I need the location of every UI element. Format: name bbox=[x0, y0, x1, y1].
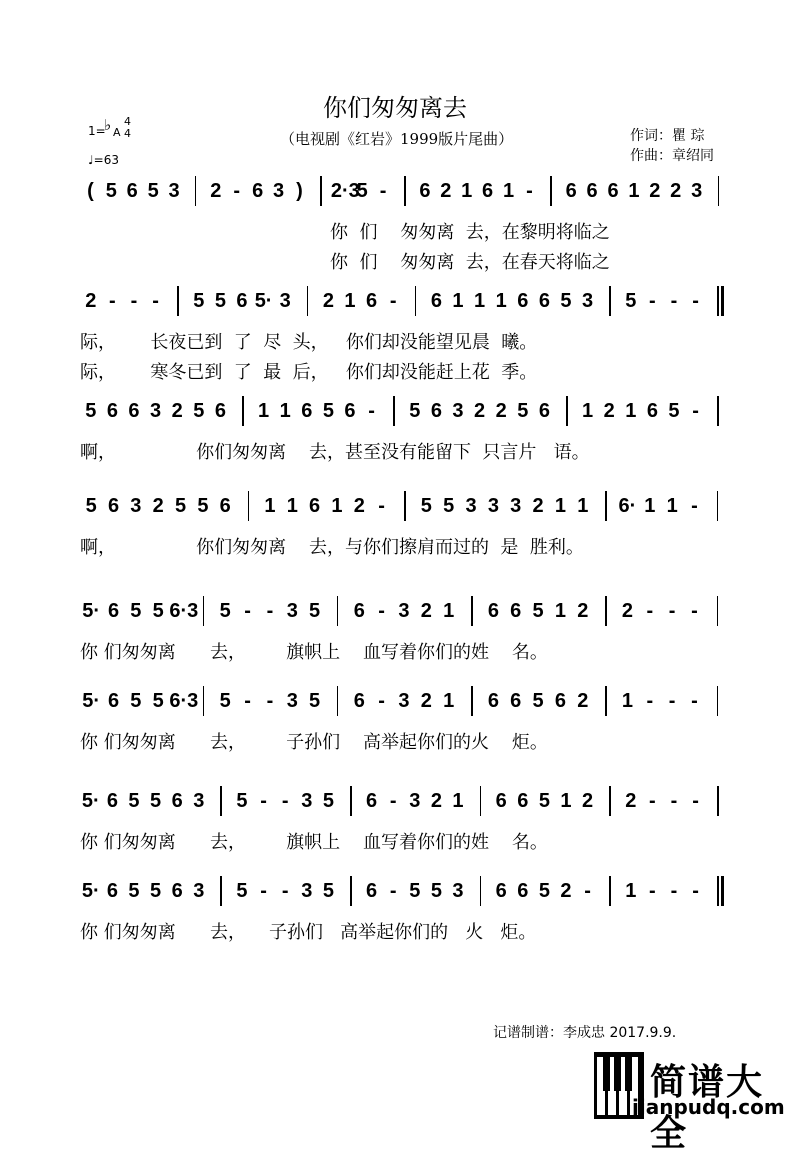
note: - bbox=[233, 180, 241, 202]
barline bbox=[203, 596, 205, 626]
note: 1 bbox=[621, 690, 633, 712]
note: 3 bbox=[301, 790, 313, 812]
note: 3 bbox=[168, 180, 180, 202]
note: 2 bbox=[582, 790, 594, 812]
key-signature: 1= bbox=[88, 124, 106, 138]
note: - bbox=[379, 180, 387, 202]
time-bottom: 4 bbox=[124, 127, 131, 140]
note: 6 bbox=[495, 790, 507, 812]
note: - bbox=[649, 290, 656, 312]
note: 6 bbox=[510, 600, 522, 622]
note: - bbox=[692, 880, 699, 902]
note: 5 bbox=[85, 400, 97, 422]
note: 5 bbox=[150, 880, 162, 902]
note: 2 bbox=[577, 600, 589, 622]
note: 1 bbox=[582, 400, 594, 422]
note: - bbox=[526, 180, 533, 202]
note: 1 bbox=[331, 495, 343, 517]
note: - bbox=[691, 690, 698, 712]
note: 2 bbox=[353, 495, 365, 517]
note: - bbox=[646, 690, 654, 712]
note: 1 bbox=[502, 180, 515, 202]
note: 3 bbox=[409, 790, 421, 812]
page-title: 你们匆匆离去 bbox=[323, 94, 467, 122]
barline bbox=[307, 286, 309, 316]
note: 6 bbox=[236, 290, 248, 312]
note: 6 bbox=[309, 495, 321, 517]
note: 6 bbox=[517, 880, 529, 902]
note: 1 bbox=[452, 790, 464, 812]
note: 5 bbox=[236, 790, 248, 812]
barline bbox=[248, 491, 250, 521]
note: 1 bbox=[554, 600, 566, 622]
note: 5 bbox=[560, 290, 572, 312]
note: 3 bbox=[452, 400, 464, 422]
note: - bbox=[646, 600, 654, 622]
note: 6 bbox=[171, 880, 183, 902]
note: 5 bbox=[322, 790, 334, 812]
note: 5 bbox=[322, 880, 334, 902]
note: - bbox=[584, 880, 591, 902]
note: 3 bbox=[301, 880, 313, 902]
note: 3 bbox=[691, 180, 703, 202]
note: 5 bbox=[309, 690, 321, 712]
barline bbox=[717, 396, 719, 426]
note: 1 bbox=[264, 495, 276, 517]
note: 5 bbox=[193, 290, 205, 312]
barline bbox=[350, 876, 352, 906]
note: 6 bbox=[565, 180, 577, 202]
note: - bbox=[668, 690, 676, 712]
note: 6·3 bbox=[169, 690, 199, 712]
note: 3 bbox=[273, 180, 285, 202]
note: 1 bbox=[452, 290, 464, 312]
note: 2 bbox=[532, 495, 544, 517]
note: 5 bbox=[128, 790, 140, 812]
lyric-line: 啊， 你们匆匆离 去，与你们擦肩而过的 是 胜利。 bbox=[80, 537, 584, 558]
note: 6 bbox=[538, 290, 550, 312]
note: - bbox=[368, 400, 375, 422]
note: 6 bbox=[214, 400, 226, 422]
barline bbox=[337, 686, 339, 716]
barline bbox=[609, 286, 611, 316]
note: 6 bbox=[495, 880, 507, 902]
lyric-line: 际， 寒冬已到 了 最 后， 你们却没能赶上花 季。 bbox=[80, 362, 538, 383]
note: 6 bbox=[517, 290, 529, 312]
note: 3 bbox=[193, 880, 205, 902]
note: 5 bbox=[409, 880, 421, 902]
note: 2 bbox=[474, 400, 486, 422]
note: - bbox=[378, 495, 385, 517]
note: 6 bbox=[607, 180, 619, 202]
note: 3 bbox=[130, 495, 142, 517]
barline bbox=[718, 176, 720, 206]
time-top: 4 bbox=[124, 115, 131, 128]
note: - bbox=[649, 880, 656, 902]
note: 6 bbox=[126, 180, 138, 202]
note: 5· bbox=[82, 690, 101, 712]
note: 2 bbox=[430, 790, 442, 812]
note: 1 bbox=[625, 880, 637, 902]
note: - bbox=[691, 495, 698, 517]
note: 5 bbox=[322, 400, 334, 422]
note: 6 bbox=[366, 880, 378, 902]
barline bbox=[721, 876, 724, 906]
note: 5 bbox=[668, 400, 680, 422]
note: 5 bbox=[409, 400, 421, 422]
key-flat: ♭ bbox=[104, 116, 112, 134]
note: 3 bbox=[286, 690, 298, 712]
note: - bbox=[692, 790, 699, 812]
note: 6 bbox=[107, 495, 120, 517]
note: 5 bbox=[517, 400, 529, 422]
note: 1 bbox=[461, 180, 473, 202]
barline bbox=[220, 876, 222, 906]
note: 5 bbox=[197, 495, 209, 517]
note: - bbox=[152, 290, 159, 312]
note: 5 bbox=[430, 880, 442, 902]
note: 1 bbox=[443, 690, 455, 712]
barline bbox=[220, 786, 222, 816]
lyricist: 作词：瞿 琮 bbox=[630, 128, 705, 144]
note: 1 bbox=[560, 790, 572, 812]
note: 5· bbox=[254, 290, 273, 312]
note: - bbox=[389, 290, 397, 312]
note: 5 bbox=[532, 690, 544, 712]
barline bbox=[717, 491, 719, 521]
barline bbox=[471, 686, 473, 716]
note: 2·3 bbox=[330, 180, 360, 202]
note: 1 bbox=[644, 495, 656, 517]
note: - bbox=[281, 880, 289, 902]
note: 6 bbox=[419, 180, 431, 202]
note: 3 bbox=[193, 790, 205, 812]
note: 6 bbox=[482, 180, 494, 202]
note: 1 bbox=[344, 290, 356, 312]
note: 2 bbox=[420, 600, 432, 622]
note: 3 bbox=[286, 600, 298, 622]
note: ( bbox=[87, 180, 94, 202]
note: 2 bbox=[577, 690, 589, 712]
note: 2 bbox=[210, 180, 222, 202]
lyric-line: 啊， 你们匆匆离 去，甚至没有能留下 只言片 语。 bbox=[80, 442, 590, 463]
subtitle: （电视剧《红岩》1999版片尾曲） bbox=[280, 130, 514, 148]
note: 6 bbox=[430, 400, 442, 422]
note: 6 bbox=[128, 400, 140, 422]
barline bbox=[337, 596, 339, 626]
note: 2 bbox=[621, 600, 633, 622]
barline bbox=[717, 286, 719, 316]
note: 5 bbox=[130, 600, 142, 622]
note: 3 bbox=[465, 495, 477, 517]
barline bbox=[605, 686, 607, 716]
note: 6 bbox=[107, 600, 120, 622]
lyric-line: 你 们 匆匆离 去，在黎明将临之 bbox=[330, 222, 610, 243]
note: 2 bbox=[649, 180, 661, 202]
note: 6 bbox=[106, 790, 118, 812]
note: 5 bbox=[174, 495, 187, 517]
note: 6 bbox=[353, 690, 365, 712]
note: 1 bbox=[443, 600, 455, 622]
note: - bbox=[668, 600, 676, 622]
barline bbox=[195, 176, 197, 206]
note: 5 bbox=[532, 600, 544, 622]
note: 2 bbox=[670, 180, 682, 202]
lyric-line: 你 们匆匆离 去， 子孙们 高举起你们的 火 炬。 bbox=[80, 922, 537, 943]
note: 3 bbox=[452, 880, 464, 902]
note: 6 bbox=[106, 880, 118, 902]
composer: 作曲：章绍同 bbox=[630, 148, 714, 164]
note: ) bbox=[296, 180, 303, 202]
barline bbox=[550, 176, 552, 206]
note: 5 bbox=[152, 600, 164, 622]
note: - bbox=[109, 290, 116, 312]
lyric-line: 际， 长夜已到 了 尽 头， 你们却没能望见晨 曦。 bbox=[80, 332, 538, 353]
note: - bbox=[389, 880, 397, 902]
lyric-line: 你 们 匆匆离 去，在春天将临之 bbox=[330, 252, 610, 273]
note: 5 bbox=[219, 600, 231, 622]
note: 6· bbox=[618, 495, 637, 517]
note: - bbox=[692, 290, 699, 312]
barline bbox=[350, 786, 352, 816]
note: 5 bbox=[130, 690, 142, 712]
barline bbox=[415, 286, 417, 316]
note: 1 bbox=[474, 290, 486, 312]
note: 6 bbox=[646, 400, 658, 422]
barline bbox=[605, 596, 607, 626]
note: - bbox=[670, 290, 678, 312]
note: 1 bbox=[628, 180, 640, 202]
note: 6 bbox=[171, 790, 183, 812]
note: 5 bbox=[443, 495, 455, 517]
barline bbox=[717, 876, 719, 906]
note: - bbox=[260, 880, 267, 902]
key-letter: A bbox=[113, 126, 121, 139]
note: 3 bbox=[398, 690, 410, 712]
note: 5 bbox=[420, 495, 432, 517]
note: 3 bbox=[510, 495, 522, 517]
note: 5 bbox=[85, 495, 97, 517]
logo-text: 简谱大全 bbox=[650, 1062, 765, 1154]
note: 6 bbox=[252, 180, 264, 202]
note: 5 bbox=[214, 290, 226, 312]
note: 2 bbox=[603, 400, 615, 422]
note: 2 bbox=[440, 180, 452, 202]
note: 5 bbox=[538, 880, 550, 902]
note: 5 bbox=[356, 180, 368, 202]
note: - bbox=[378, 600, 385, 622]
barline bbox=[393, 396, 395, 426]
barline bbox=[717, 686, 719, 716]
note: - bbox=[244, 690, 251, 712]
barline bbox=[404, 491, 406, 521]
note: 6 bbox=[517, 790, 529, 812]
barline bbox=[480, 786, 482, 816]
note: 2 bbox=[625, 790, 637, 812]
note: - bbox=[378, 690, 385, 712]
note: 1 bbox=[279, 400, 291, 422]
note: - bbox=[691, 600, 698, 622]
note: 6 bbox=[353, 600, 365, 622]
note: 1 bbox=[258, 400, 270, 422]
barline bbox=[242, 396, 244, 426]
note: - bbox=[281, 790, 289, 812]
note: 6 bbox=[510, 690, 522, 712]
note: 3 bbox=[398, 600, 410, 622]
barline bbox=[717, 596, 719, 626]
note: 1 bbox=[554, 495, 566, 517]
note: - bbox=[692, 400, 699, 422]
note: - bbox=[389, 790, 397, 812]
note: - bbox=[649, 790, 656, 812]
barline bbox=[609, 786, 611, 816]
note: 2 bbox=[560, 880, 572, 902]
note: 6 bbox=[366, 790, 378, 812]
note: 5 bbox=[236, 880, 248, 902]
note: 2 bbox=[152, 495, 164, 517]
note: 6 bbox=[554, 690, 566, 712]
barline bbox=[717, 786, 719, 816]
barline bbox=[404, 176, 406, 206]
barline bbox=[203, 686, 205, 716]
note: 5· bbox=[82, 600, 101, 622]
note: - bbox=[244, 600, 251, 622]
barline bbox=[177, 286, 179, 316]
note: 6·3 bbox=[169, 600, 199, 622]
note: 6 bbox=[107, 690, 120, 712]
note: - bbox=[266, 690, 274, 712]
note: 2 bbox=[171, 400, 183, 422]
note: 6 bbox=[219, 495, 231, 517]
note: 6 bbox=[487, 600, 499, 622]
note: - bbox=[670, 790, 678, 812]
barline bbox=[566, 396, 568, 426]
note: 1 bbox=[286, 495, 298, 517]
note: 3 bbox=[487, 495, 499, 517]
note: 3 bbox=[582, 290, 594, 312]
note: 5 bbox=[147, 180, 159, 202]
footer-credit: 记谱制谱：李成忠 2017.9.9. bbox=[493, 1025, 677, 1041]
lyric-line: 你 们匆匆离 去， 旗帜上 血写着你们的姓 名。 bbox=[80, 832, 548, 853]
barline bbox=[721, 286, 724, 316]
note: 6 bbox=[487, 690, 499, 712]
note: 5 bbox=[150, 790, 162, 812]
note: 6 bbox=[538, 400, 550, 422]
note: 1 bbox=[666, 495, 678, 517]
note: 6 bbox=[344, 400, 356, 422]
barline bbox=[609, 876, 611, 906]
note: 1 bbox=[495, 290, 507, 312]
lyric-line: 你 们匆匆离 去， 旗帜上 血写着你们的姓 名。 bbox=[80, 642, 548, 663]
barline bbox=[605, 491, 607, 521]
note: 2 bbox=[420, 690, 432, 712]
note: 1 bbox=[577, 495, 589, 517]
tempo-marking: ♩=63 bbox=[88, 153, 119, 167]
barline bbox=[471, 596, 473, 626]
note: 2 bbox=[322, 290, 334, 312]
note: - bbox=[260, 790, 267, 812]
note: 3 bbox=[150, 400, 162, 422]
note: 2 bbox=[85, 290, 97, 312]
note: - bbox=[670, 880, 678, 902]
note: 5 bbox=[309, 600, 321, 622]
note: 5 bbox=[128, 880, 140, 902]
lyric-line: 你 们匆匆离 去， 子孙们 高举起你们的火 炬。 bbox=[80, 732, 548, 753]
note: 5· bbox=[81, 880, 100, 902]
note: - bbox=[130, 290, 138, 312]
note: 1 bbox=[625, 400, 637, 422]
note: - bbox=[266, 600, 274, 622]
note: 6 bbox=[430, 290, 442, 312]
note: 5 bbox=[538, 790, 550, 812]
note: 3 bbox=[279, 290, 291, 312]
note: 6 bbox=[301, 400, 313, 422]
note: 5 bbox=[625, 290, 637, 312]
note: 2 bbox=[495, 400, 507, 422]
note: 6 bbox=[366, 290, 378, 312]
note: 6 bbox=[106, 400, 118, 422]
note: 5 bbox=[193, 400, 205, 422]
note: 5 bbox=[219, 690, 231, 712]
note: 5 bbox=[105, 180, 117, 202]
barline bbox=[320, 176, 322, 206]
note: 5 bbox=[152, 690, 164, 712]
note: 5· bbox=[81, 790, 100, 812]
logo-url: jianpudq.com bbox=[632, 1095, 785, 1119]
note: 6 bbox=[586, 180, 598, 202]
barline bbox=[480, 876, 482, 906]
